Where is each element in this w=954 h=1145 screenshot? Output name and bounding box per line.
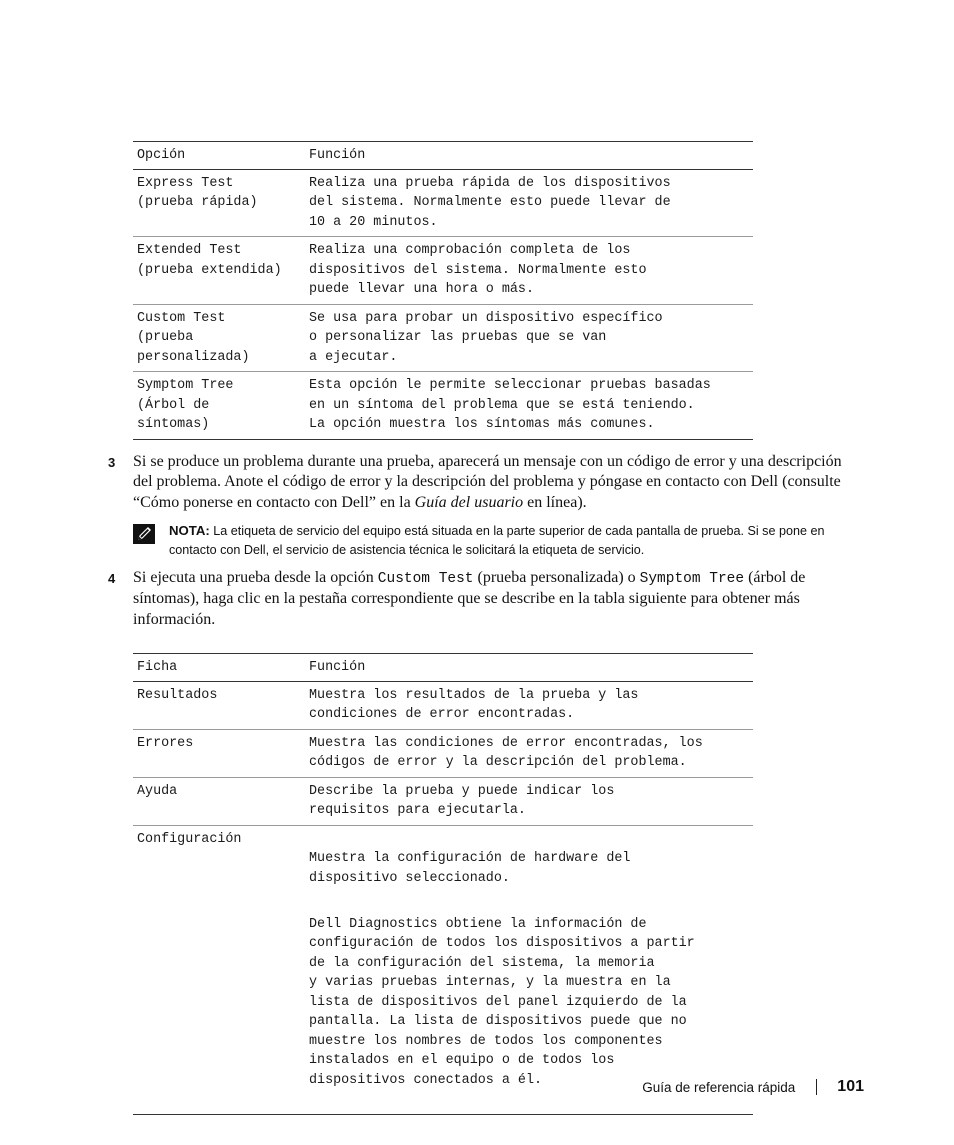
- column-header-function: Función: [305, 142, 753, 170]
- table-row: [133, 777, 753, 825]
- function-cell: Se usa para probar un dispositivo específico o personalizar las pruebas que se van a ejecutar.: [305, 304, 753, 372]
- tab-cell: Configuración: [133, 825, 305, 1114]
- function-cell: Describe la prueba y puede indicar los requisitos para ejecutarla.: [305, 777, 753, 825]
- function-cell: [305, 825, 753, 1114]
- footer-title: Guía de referencia rápida: [642, 1079, 796, 1095]
- page-number: 101: [837, 1078, 864, 1095]
- symptom-tree-code: Symptom Tree: [639, 571, 745, 587]
- custom-test-code: Custom Test: [377, 571, 474, 587]
- column-header-option: Opción: [133, 142, 305, 170]
- table-row: [133, 372, 753, 440]
- step-text-part: (árbol de síntomas), haga clic en la pestaña correspondiente que se describe en la tabla siguiente para obtener más información.: [133, 569, 806, 628]
- note-label: NOTA:: [169, 523, 210, 538]
- option-cell: Extended Test (prueba extendida): [133, 237, 305, 305]
- table-row: [133, 825, 753, 1114]
- options-table: [133, 141, 753, 440]
- step-text: [133, 569, 805, 628]
- tab-cell: Errores: [133, 729, 305, 777]
- table-row: [133, 169, 753, 237]
- step-number: 4: [108, 571, 116, 586]
- function-text: Muestra la configuración de hardware del dispositivo seleccionado.: [309, 851, 631, 886]
- table-row: [133, 681, 753, 729]
- tabs-table: [133, 653, 753, 1115]
- page-footer: [642, 1077, 864, 1097]
- step-text-part: en línea).: [523, 493, 587, 511]
- option-cell: Express Test (prueba rápida): [133, 169, 305, 237]
- tab-cell: Resultados: [133, 681, 305, 729]
- option-cell: Custom Test (prueba personalizada): [133, 304, 305, 372]
- step-3: [108, 452, 859, 513]
- function-text-extra: Dell Diagnostics obtiene la información de configuración de todos los dispositivos a partir de la configuración del sistema, la memoria y varias pruebas internas, y la muestra en la lista de dispositivos del panel izquierdo de la pantalla. La lista de dispositivos puede que no muestre los nombres de todos los componentes instalados en el equipo o de todos los dispositivos conectados a él.: [309, 916, 695, 1088]
- option-cell: Symptom Tree (Árbol de síntomas): [133, 372, 305, 440]
- function-cell: Realiza una prueba rápida de los dispositivos del sistema. Normalmente esto puede llevar de 10 a 20 minutos.: [305, 169, 753, 237]
- function-cell: Realiza una comprobación completa de los dispositivos del sistema. Normalmente esto puede llevar una hora o más.: [305, 237, 753, 305]
- note-text: [169, 522, 859, 559]
- column-header-function: Función: [305, 654, 753, 682]
- table-row: [133, 729, 753, 777]
- footer-divider: [816, 1079, 817, 1095]
- step-text: [133, 453, 842, 511]
- tab-cell: Ayuda: [133, 777, 305, 825]
- pencil-note-icon: [133, 524, 155, 544]
- table-row: [133, 304, 753, 372]
- function-cell: Esta opción le permite seleccionar pruebas basadas en un síntoma del problema que se está teniendo. La opción muestra los síntomas más comunes.: [305, 372, 753, 440]
- step-number: 3: [108, 455, 116, 470]
- step-text-part: Si se produce un problema durante una prueba, aparecerá un mensaje con un código de error y una descripción del problema. Anote el código de error y la descripción del problema y póngase en contacto con Dell (consulte “Cómo ponerse en contacto con Dell” en la: [133, 453, 842, 511]
- table-row: [133, 237, 753, 305]
- note-body: La etiqueta de servicio del equipo está situada en la parte superior de cada pantalla de prueba. Si se pone en contacto con Dell, el servicio de asistencia técnica le solicitará la etiqueta de servicio.: [169, 524, 825, 557]
- step-4: [108, 568, 859, 630]
- column-header-tab: Ficha: [133, 654, 305, 682]
- table-header-row: [133, 654, 753, 682]
- step-text-part: (prueba personalizada) o: [473, 569, 640, 586]
- user-guide-title: Guía del usuario: [414, 493, 524, 511]
- function-cell: Muestra los resultados de la prueba y las condiciones de error encontradas.: [305, 681, 753, 729]
- table-header-row: [133, 142, 753, 170]
- function-cell: Muestra las condiciones de error encontradas, los códigos de error y la descripción del problema.: [305, 729, 753, 777]
- step-text-part: Si ejecuta una prueba desde la opción: [133, 569, 378, 586]
